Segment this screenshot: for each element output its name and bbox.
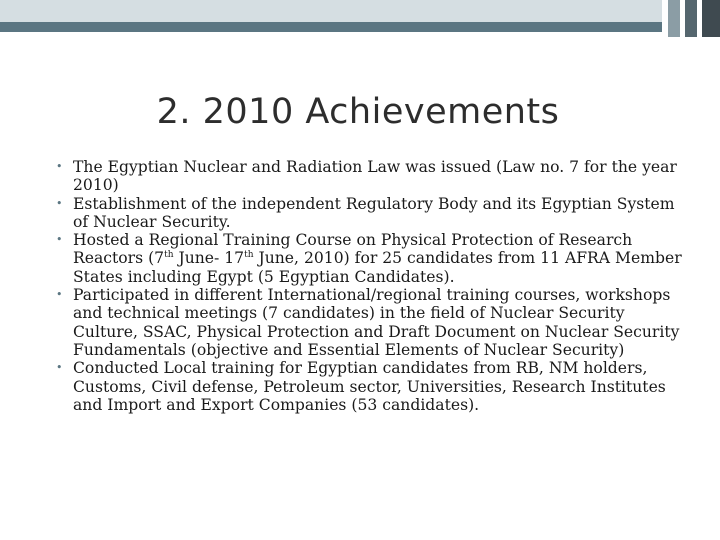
bullet-item bbox=[36, 286, 686, 359]
bullet-icon: • bbox=[56, 361, 63, 375]
bullet-item bbox=[36, 359, 686, 414]
corner-square-1 bbox=[668, 0, 680, 37]
bullet-list bbox=[36, 158, 686, 414]
bullet-icon: • bbox=[56, 288, 63, 302]
bullet-text: Participated in different International/regional training courses, workshops and technical meetings (7 candidates) in the field of Nuclear Security Culture, SSAC, Physical Protection and Draft Document on Nuclear Security Fundamentals (objective and Essential Elements of Nuclear Security) bbox=[73, 286, 680, 359]
bullet-icon: • bbox=[56, 160, 63, 173]
corner-square-3 bbox=[702, 0, 720, 37]
header-band-dark bbox=[0, 22, 662, 32]
bullet-item bbox=[36, 195, 686, 232]
bullet-item bbox=[36, 231, 686, 286]
slide-title: 2. 2010 Achievements bbox=[156, 92, 560, 132]
bullet-icon: • bbox=[56, 233, 63, 247]
bullet-icon: • bbox=[56, 196, 63, 210]
bullet-text: Hosted a Regional Training Course on Physical Protection of Research Reactors (7th June- 17th June, 2010) for 25 candidates from 11 AFRA Member States including Egypt (5 Egyptian Candidates). bbox=[73, 231, 682, 286]
bullet-item bbox=[36, 158, 686, 195]
header-decoration bbox=[0, 0, 720, 37]
bullet-text: Conducted Local training for Egyptian candidates from RB, NM holders, Customs, Civil defense, Petroleum sector, Universities, Research Institutes and Import and Export Companies (53 candidates). bbox=[73, 359, 666, 414]
bullet-text: Establishment of the independent Regulatory Body and its Egyptian System of Nuclear Security. bbox=[73, 194, 675, 231]
corner-square-2 bbox=[685, 0, 697, 37]
bullet-text: The Egyptian Nuclear and Radiation Law was issued (Law no. 7 for the year 2010) bbox=[73, 158, 677, 195]
header-band-light bbox=[0, 0, 662, 22]
